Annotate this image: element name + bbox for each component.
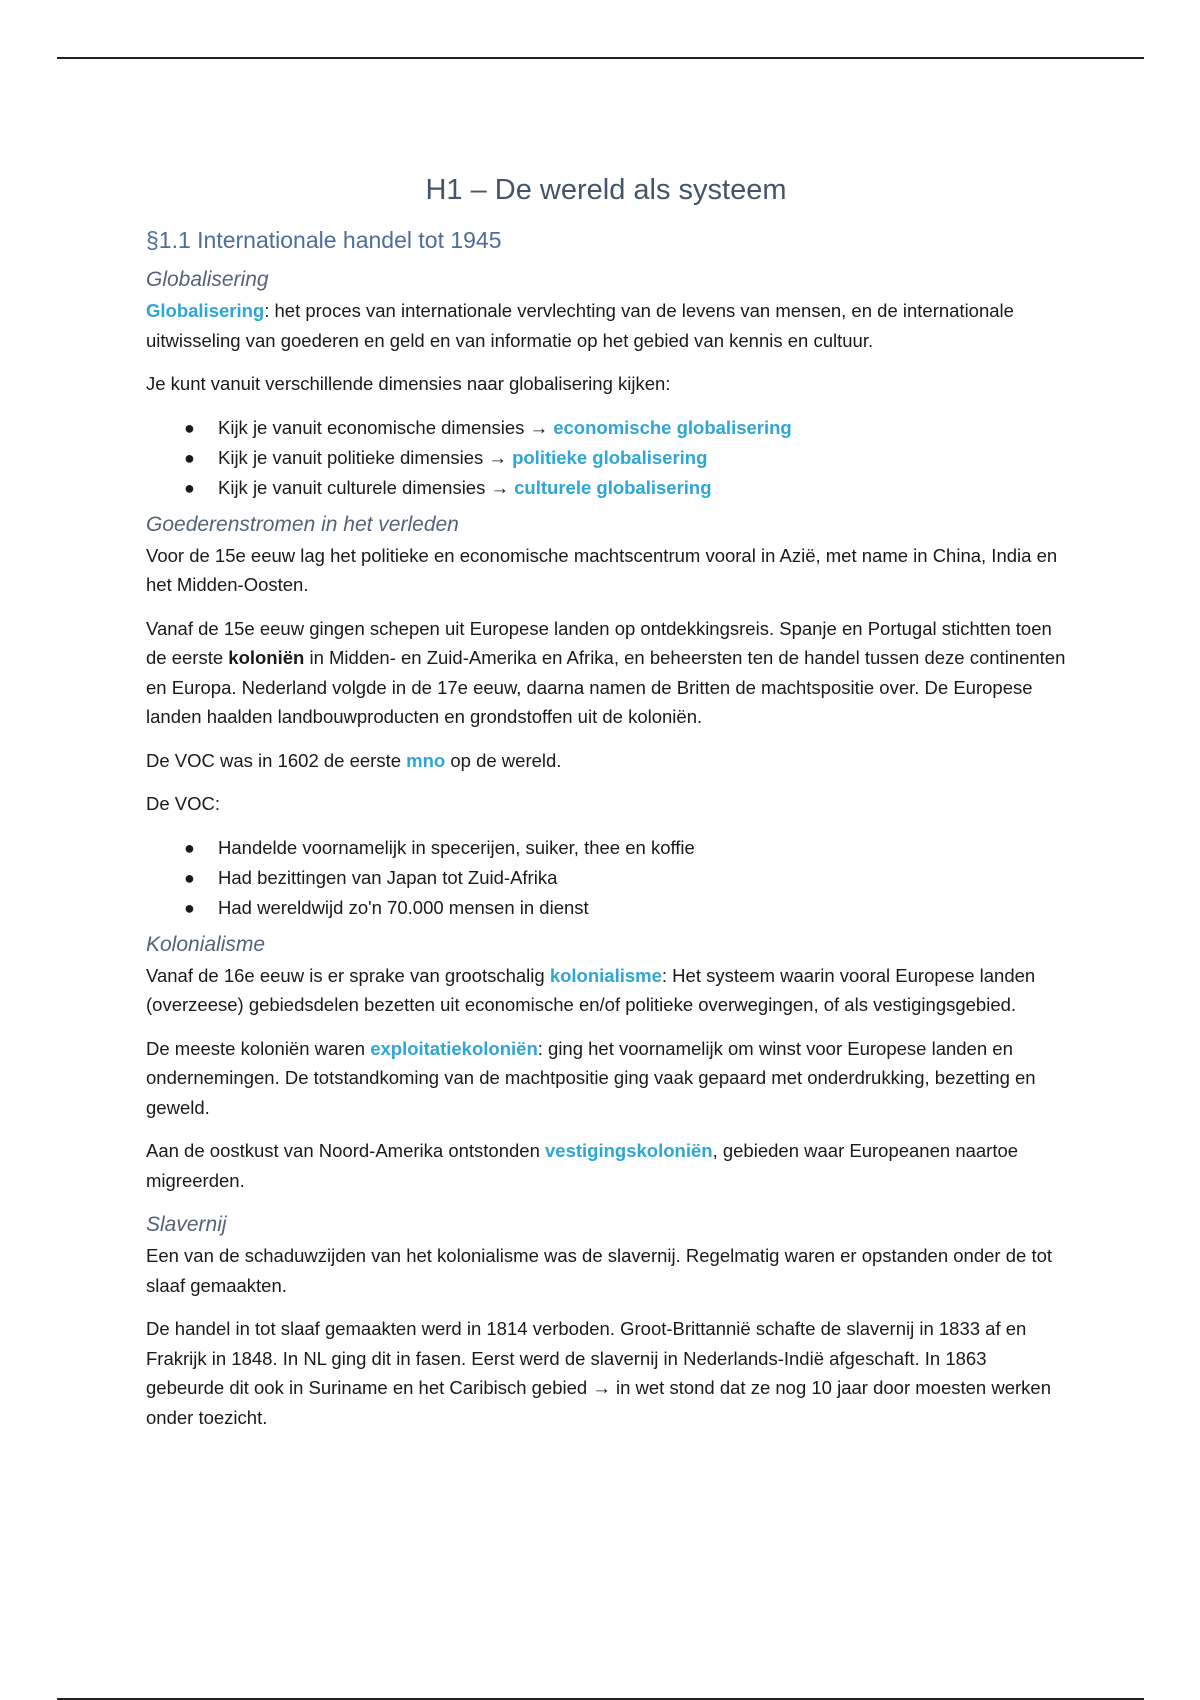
- voc-intro: De VOC:: [146, 793, 221, 814]
- term-globalisering: Globalisering: [146, 300, 265, 321]
- globalisering-intro: Je kunt vanuit verschillende dimensies naar globalisering kijken:: [146, 373, 671, 394]
- bullet-icon: ●: [184, 477, 195, 498]
- paragraph: Een van de schaduwzijden van het kolonialisme was de slavernij. Regelmatig waren er opstanden onder de tot slaaf gemaakten.: [146, 1245, 1053, 1296]
- subheading-kolonialisme: Kolonialisme: [146, 932, 266, 956]
- globalisering-definition: Globalisering: het proces van internationale vervlechting van de levens van mensen, en de internationale uitwisseling van goederen en geld en van informatie op het gebied van kennis en cultuur.: [146, 300, 1014, 351]
- paragraph: Voor de 15e eeuw lag het politieke en economische machtscentrum vooral in Azië, met name in China, India en het Midden-Oosten.: [146, 544, 1058, 595]
- bullet-icon: ●: [184, 897, 195, 918]
- bullet-icon: ●: [184, 447, 195, 468]
- list-item: ● Handelde voornamelijk in specerijen, suiker, thee en koffie: [146, 833, 1066, 863]
- page-title: H1 – De wereld als systeem: [425, 174, 787, 206]
- paragraph: De handel in tot slaaf gemaakten werd in 1814 verboden. Groot-Brittannië schafte de slavernij in 1833 af en Frakrijk in 1848. In NL ging dit in fasen. Eerst werd de slavernij in Nederlands-Indië afgeschaft. In 1863 gebeurde dit ook in Suriname en het Caribisch gebied → in wet stond dat ze nog 10 jaar door moesten werken onder toezicht.: [146, 1318, 1051, 1428]
- bullet-icon: ●: [184, 417, 195, 438]
- header-rule: [57, 57, 1144, 59]
- paragraph: Aan de oostkust van Noord-Amerika ontstonden vestigingskoloniën, gebieden waar Europeanen naartoe migreerden.: [146, 1140, 1019, 1191]
- paragraph: De meeste koloniën waren exploitatiekoloniën: ging het voornamelijk om winst voor Europese landen en ondernemingen. De totstandkoming van de machtpositie ging vaak gepaard met onderdrukking, bezetting en geweld.: [146, 1037, 1036, 1118]
- paragraph: Vanaf de 16e eeuw is er sprake van grootschalig kolonialisme: Het systeem waarin vooral Europese landen (overzeese) gebiedsdelen bezetten uit economische en/of politieke overwegingen, of als vestigingsgebied.: [146, 964, 1036, 1015]
- bullet-icon: ●: [184, 867, 195, 888]
- list-item: ● Kijk je vanuit culturele dimensies → culturele globalisering: [146, 473, 1066, 503]
- document-body: [146, 168, 1066, 1446]
- paragraph: Vanaf de 15e eeuw gingen schepen uit Europese landen op ontdekkingsreis. Spanje en Portugal stichtten toen de eerste koloniën in Midden- en Zuid-Amerika en Afrika, en beheersten ten de handel tussen deze continenten en Europa. Nederland volgde in de 17e eeuw, daarna namen de Britten de machtspositie over. De Europese landen haalden landbouwproducten en grondstoffen uit de koloniën.: [146, 617, 1066, 727]
- list-item: ● Kijk je vanuit economische dimensies → economische globalisering: [146, 413, 1066, 443]
- bullet-icon: ●: [184, 837, 195, 858]
- subheading-goederenstromen: Goederenstromen in het verleden: [146, 512, 459, 536]
- section-heading: §1.1 Internationale handel tot 1945: [146, 227, 502, 253]
- subheading-slavernij: Slavernij: [146, 1213, 227, 1236]
- list-item: ● Had bezittingen van Japan tot Zuid-Afrika: [146, 863, 1066, 893]
- paragraph: De VOC was in 1602 de eerste mno op de wereld.: [146, 749, 562, 771]
- list-item: ● Had wereldwijd zo'n 70.000 mensen in dienst: [146, 893, 1066, 923]
- subheading-globalisering: Globalisering: [146, 268, 269, 291]
- list-item: ● Kijk je vanuit politieke dimensies → politieke globalisering: [146, 443, 1066, 473]
- voc-list: [146, 833, 1066, 923]
- dimensions-list: [146, 413, 1066, 503]
